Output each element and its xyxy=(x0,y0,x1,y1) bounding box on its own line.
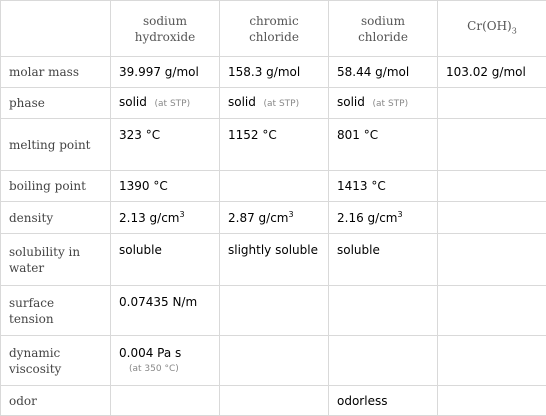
row-label-density: density xyxy=(1,202,111,234)
cell-solubility-sodium-chloride: soluble xyxy=(329,234,438,286)
cell-boiling-point-chromium-hydroxide xyxy=(438,171,546,202)
header-sodium-hydroxide: sodium hydroxide xyxy=(111,1,220,57)
row-label-solubility: solubility in water xyxy=(1,234,111,286)
cell-molar-mass-sodium-chloride: 58.44 g/mol xyxy=(329,57,438,88)
header-empty xyxy=(1,1,111,57)
cell-odor-chromic-chloride xyxy=(220,386,329,416)
cell-solubility-chromic-chloride: slightly soluble xyxy=(220,234,329,286)
cell-boiling-point-sodium-hydroxide: 1390 °C xyxy=(111,171,220,202)
cell-boiling-point-sodium-chloride: 1413 °C xyxy=(329,171,438,202)
cell-odor-sodium-hydroxide xyxy=(111,386,220,416)
viscosity-value: 0.004 Pa s xyxy=(119,345,211,361)
cell-melting-point-chromium-hydroxide xyxy=(438,119,546,171)
phase-value: solid xyxy=(228,95,256,109)
row-label-odor: odor xyxy=(1,386,111,416)
cell-surface-tension-sodium-hydroxide: 0.07435 N/m xyxy=(111,286,220,336)
row-label-surface-tension: surface tension xyxy=(1,286,111,336)
cell-surface-tension-chromic-chloride xyxy=(220,286,329,336)
cell-boiling-point-chromic-chloride xyxy=(220,171,329,202)
cell-molar-mass-chromic-chloride: 158.3 g/mol xyxy=(220,57,329,88)
row-boiling-point xyxy=(1,171,546,202)
cell-phase-chromium-hydroxide xyxy=(438,88,546,119)
cell-density-sodium-chloride xyxy=(329,202,438,234)
density-value: 2.13 g/cm xyxy=(119,211,179,225)
header-sodium-chloride: sodium chloride xyxy=(329,1,438,57)
cell-melting-point-sodium-chloride: 801 °C xyxy=(329,119,438,171)
cell-odor-chromium-hydroxide xyxy=(438,386,546,416)
row-phase xyxy=(1,88,546,119)
cell-viscosity-sodium-chloride xyxy=(329,336,438,386)
formula-subscript: 3 xyxy=(512,26,517,35)
cell-solubility-chromium-hydroxide xyxy=(438,234,546,286)
density-exponent: 3 xyxy=(179,210,184,219)
phase-note: (at STP) xyxy=(155,99,191,109)
cell-viscosity-sodium-hydroxide xyxy=(111,336,220,386)
density-exponent: 3 xyxy=(397,210,402,219)
cell-density-chromic-chloride xyxy=(220,202,329,234)
row-melting-point xyxy=(1,119,546,171)
row-label-boiling-point: boiling point xyxy=(1,171,111,202)
cell-melting-point-sodium-hydroxide: 323 °C xyxy=(111,119,220,171)
row-label-molar-mass: molar mass xyxy=(1,57,111,88)
cell-odor-sodium-chloride: odorless xyxy=(329,386,438,416)
row-odor xyxy=(1,386,546,416)
row-viscosity xyxy=(1,336,546,386)
cell-density-chromium-hydroxide xyxy=(438,202,546,234)
viscosity-note: (at 350 °C) xyxy=(119,361,211,377)
cell-viscosity-chromic-chloride xyxy=(220,336,329,386)
cell-phase-chromic-chloride xyxy=(220,88,329,119)
phase-note: (at STP) xyxy=(373,99,409,109)
density-value: 2.16 g/cm xyxy=(337,211,397,225)
phase-note: (at STP) xyxy=(264,99,300,109)
row-solubility xyxy=(1,234,546,286)
density-value: 2.87 g/cm xyxy=(228,211,288,225)
phase-value: solid xyxy=(119,95,147,109)
row-surface-tension xyxy=(1,286,546,336)
row-label-phase: phase xyxy=(1,88,111,119)
density-exponent: 3 xyxy=(288,210,293,219)
cell-molar-mass-chromium-hydroxide: 103.02 g/mol xyxy=(438,57,546,88)
cell-density-sodium-hydroxide xyxy=(111,202,220,234)
row-molar-mass xyxy=(1,57,546,88)
header-row xyxy=(1,1,546,57)
cell-solubility-sodium-hydroxide: soluble xyxy=(111,234,220,286)
header-chromium-hydroxide xyxy=(438,1,546,57)
row-label-viscosity: dynamic viscosity xyxy=(1,336,111,386)
cell-phase-sodium-hydroxide xyxy=(111,88,220,119)
cell-molar-mass-sodium-hydroxide: 39.997 g/mol xyxy=(111,57,220,88)
header-chromic-chloride: chromic chloride xyxy=(220,1,329,57)
row-label-melting-point: melting point xyxy=(1,119,111,171)
row-density xyxy=(1,202,546,234)
cell-surface-tension-sodium-chloride xyxy=(329,286,438,336)
header-chromium-hydroxide-label: $Cr(OH)_3$ xyxy=(467,19,517,33)
phase-value: solid xyxy=(337,95,365,109)
cell-viscosity-chromium-hydroxide xyxy=(438,336,546,386)
cell-melting-point-chromic-chloride: 1152 °C xyxy=(220,119,329,171)
cell-surface-tension-chromium-hydroxide xyxy=(438,286,546,336)
cell-phase-sodium-chloride xyxy=(329,88,438,119)
